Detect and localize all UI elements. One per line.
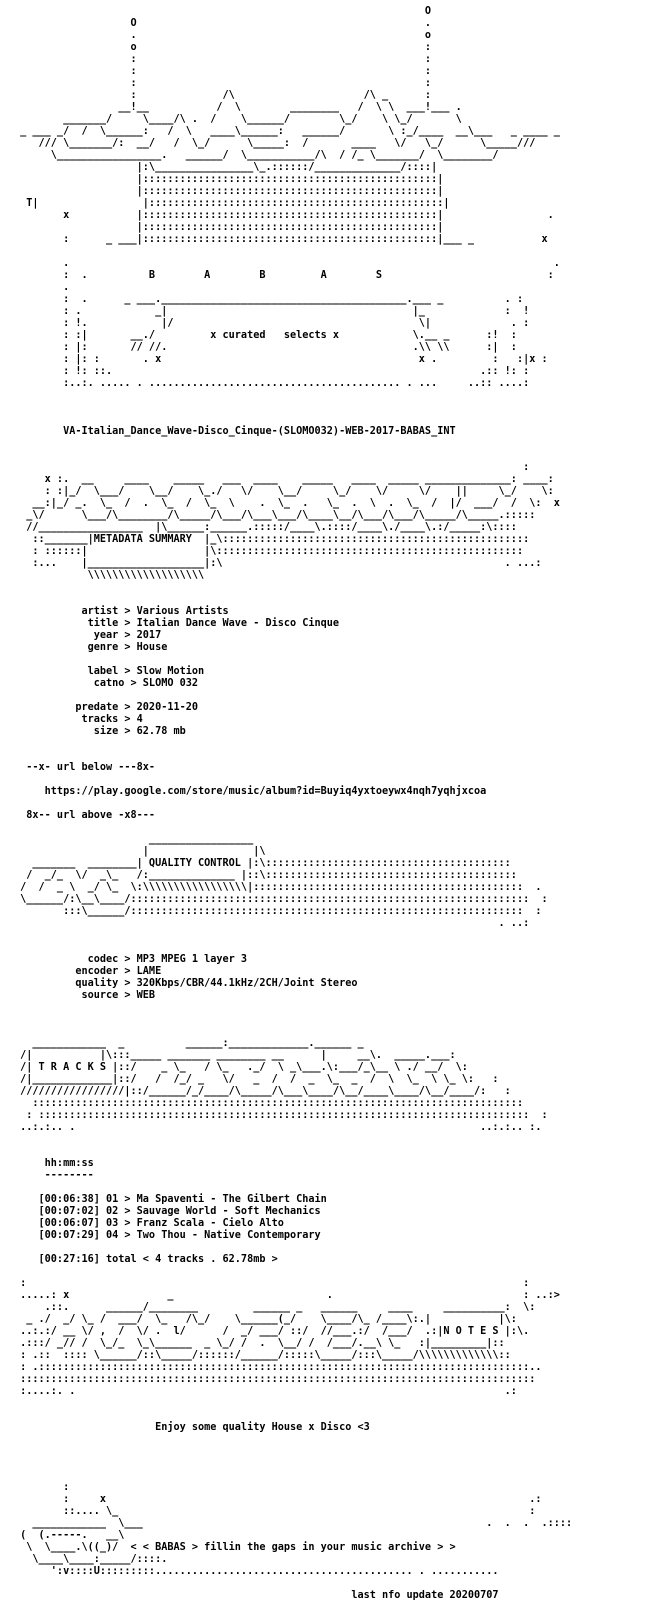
nfo-line: : x .: (14, 1494, 542, 1505)
nfo-line: : . _| |_ : ! (14, 306, 530, 317)
nfo-line: __!__ / \ ________ / \ \ ___!___ . (14, 102, 462, 113)
nfo-line: : (14, 1482, 70, 1493)
nfo-line: : : (14, 54, 432, 65)
nfo-line: hh:mm:ss (14, 1158, 94, 1169)
nfo-line: tracks > 4 (14, 714, 143, 725)
nfo-line: :::::::::::::::::::::::::::::::::::::::::::::::::::::::::::::::::::::::::::::::: (14, 1098, 524, 1109)
nfo-line: .:::/ _// / \_/_ \_\______ _ \_/ / . \__/ / /___/.__\ \_ :|_________|:: (14, 1338, 505, 1349)
nfo-line: . o (14, 30, 432, 41)
nfo-line: predate > 2020-11-20 (14, 702, 199, 713)
nfo-line: |::::::::::::::::::::::::::::::::::::::::::::::::| (14, 222, 444, 233)
nfo-line: ____________ \___ . . . .:::: (14, 1518, 573, 1529)
nfo-line: : :::::::::::::::::::::::::::::::::::::::::::::::::::::::::::::::::::::::::::::::: : (14, 1110, 548, 1121)
nfo-line: ( (.-----. __\ (14, 1530, 536, 1541)
nfo-line: https://play.google.com/store/music/album?id=Buyiq4yxtoeywx4nqh7yqhjxcoa (14, 786, 487, 797)
nfo-line: T| |::::::::::::::::::::::::::::::::::::::::::::::::| (14, 198, 450, 209)
nfo-line: /|_____________|::/ / /_/ _ \/ _ / / _ \_ _ / \ \_ \ \_ \: : (14, 1074, 499, 1085)
nfo-line: : :|_/ \___/ \__/ \_./ \/ \__/ \_/ \/ \/ || \_/ \: (14, 486, 554, 497)
nfo-line: : :| __./ x curated selects x \.__ _ :! : (14, 330, 517, 341)
nfo-line: Enjoy some quality House x Disco <3 (14, 1422, 370, 1433)
nfo-line: x |::::::::::::::::::::::::::::::::::::::::::::::::| . (14, 210, 554, 221)
nfo-line: _________________ (14, 834, 254, 845)
nfo-line: year > 2017 (14, 630, 162, 641)
nfo-line: : !. |/ \| . : (14, 318, 530, 329)
nfo-line: . (14, 282, 70, 293)
nfo-line: |::::::::::::::::::::::::::::::::::::::::::::::::| (14, 174, 444, 185)
nfo-line: /// \_______/: __/ / \_/ \_____: / ____ \/ \_/ \_____/// (14, 138, 542, 149)
nfo-line: _\/ \___/\________/\_____/\___/\___\___/\____\__/\___/\___/\_____/\_____.::::: (14, 510, 536, 521)
nfo-line: ..:.:/ __ \/ , / \/ . l/ / _/ ___/ ::/ //___.:/ /___/ .:|N O T E S |:\. (14, 1326, 530, 1337)
nfo-line: ::.... \_ : (14, 1506, 536, 1517)
nfo-line: 8x-- url above -x8--- (14, 810, 156, 821)
nfo-line: codec > MP3 MPEG 1 layer 3 (14, 954, 248, 965)
nfo-line: . . (14, 258, 560, 269)
nfo-line: //_________________ |\______:______.:::::/____\.::::/____\./____\.:/_____:\:::: (14, 522, 517, 533)
nfo-line: _ ./ _/ \_ / ___/ \_ /\_/ \______(_/ \____/\_ /____\:.| |\: (14, 1314, 517, 1325)
nfo-line: last nfo update 20200707 (14, 1590, 499, 1601)
nfo-line: x :. __ ____ _____ ___ ____ _____ ____ _____ ______________: ____: (14, 474, 554, 485)
nfo-line: label > Slow Motion (14, 666, 205, 677)
nfo-line: \ \____.\((_)/ < < BABAS > fillin the gaps in your music archive > > (14, 1542, 456, 1553)
nfo-line: :....:. . .: (14, 1386, 517, 1397)
nfo-line: quality > 320Kbps/CBR/44.1kHz/2CH/Joint Stereo (14, 978, 358, 989)
nfo-line: [00:27:16] total < 4 tracks . 62.78mb > (14, 1254, 278, 1265)
nfo-line: size > 62.78 mb (14, 726, 186, 737)
nfo-line: [00:07:02] 02 > Sauvage World - Soft Mechanics (14, 1206, 321, 1217)
nfo-line: ____________ _ ______:_____________.______ _ (14, 1038, 364, 1049)
nfo-line: . ..: (14, 918, 530, 929)
nfo-line: / / _ \ _/ \_ \:\\\\\\\\\\\\\\\\\|:::::::::::::::::::::::::::::::::::::::::::: . (14, 882, 542, 893)
nfo-line: :::\______/:::::::::::::::::::::::::::::::::::::::::::::::::::::::::::::::: : (14, 906, 542, 917)
nfo-line: |:\________________\_.::::::/______________/::::| (14, 162, 438, 173)
nfo-line: VA-Italian_Dance_Wave-Disco_Cinque-(SLOMO032)-WEB-2017-BABAS_INT (14, 426, 456, 437)
nfo-line: source > WEB (14, 990, 156, 1001)
nfo-line: : . _ ___.________________________________________.___ _ . : (14, 294, 524, 305)
nfo-line: ::_______|METADATA SUMMARY |_\:::::::::::::::::::::::::::::::::::::::::::::::::: (14, 534, 530, 545)
nfo-line: : _ ___|::::::::::::::::::::::::::::::::::::::::::::::::|___ _ x (14, 234, 548, 245)
nfo-line: .....: x _ . : ..:> (14, 1290, 560, 1301)
nfo-line: : (14, 462, 530, 473)
nfo-line: encoder > LAME (14, 966, 162, 977)
nfo-line: genre > House (14, 642, 168, 653)
nfo-line: : /\ /\ _ : (14, 90, 432, 101)
nfo-line: /| T R A C K S |::/ _ \_ / \_ ._/ \ _\___.\:___/_\__ \ ./ __/ \: (14, 1062, 468, 1073)
nfo-line: .::. ______/________ ______ _ ______ ____ __________: \: (14, 1302, 536, 1313)
nfo-line: :... |___________________|:\ . ...: (14, 558, 542, 569)
nfo-line: --x- url below ---8x- (14, 762, 156, 773)
nfo-line: : : (14, 78, 432, 89)
nfo-line: : : (14, 66, 432, 77)
nfo-line: : . B A B A S : (14, 270, 554, 281)
nfo-line: : : (14, 1278, 530, 1289)
nfo-line: / _/_ \/ _\_ /:______________ |::\::::::::::::::::::::::::::::::::::::::::: (14, 870, 517, 881)
nfo-line: [00:06:07] 03 > Franz Scala - Cielo Alto (14, 1218, 284, 1229)
nfo-line: artist > Various Artists (14, 606, 229, 617)
nfo-line: catno > SLOMO 032 (14, 678, 199, 689)
nfo-line: : |: : . x x . : :|x : (14, 354, 548, 365)
nfo-line: \\\\\\\\\\\\\\\\\\\ (14, 570, 205, 581)
nfo-line: __:|_/ _. \_ / . \_ / \_ \ . \_ . \_ . \ . \_ / |/ ___/ / \: x (14, 498, 560, 509)
nfo-line: | |\ (14, 846, 266, 857)
nfo-line: \____\____:_____/::::. (14, 1554, 168, 1565)
nfo-line: O (14, 6, 432, 17)
nfo-line: ':v::::U:::::::::.......................................... . ........... (14, 1566, 499, 1577)
nfo-line: _ ___ _/ / \______: / \ ____\______: ______/ \ :_/____ __\___ _ ____ _ (14, 126, 560, 137)
nfo-line: _______ ________| QUALITY CONTROL |:\:::::::::::::::::::::::::::::::::::::::: (14, 858, 511, 869)
nfo-line: |::::::::::::::::::::::::::::::::::::::::::::::::| (14, 186, 444, 197)
nfo-line: title > Italian Dance Wave - Disco Cinque (14, 618, 340, 629)
nfo-line: ..:.:.. . ..:.:.. :. (14, 1122, 542, 1133)
nfo-line: [00:07:29] 04 > Two Thou - Native Contemporary (14, 1230, 321, 1241)
nfo-line: [00:06:38] 01 > Ma Spaventi - The Gilbert Chain (14, 1194, 327, 1205)
nfo-line: /////////////////|::/______/_/____/\_____/\___\____/\__/____\____/\__/____/: : (14, 1086, 511, 1097)
nfo-line: : .:: :::: \______/::\_____/::::::/______/:::::\_____/:::\_____/\\\\\\\\\\\\\:: (14, 1350, 511, 1361)
nfo-line: : !: ::. .:: !: : (14, 366, 530, 377)
nfo-line: \______/:\__\____/::::::::::::::::::::::::::::::::::::::::::::::::::::::::::::::::: : (14, 894, 548, 905)
nfo-line: /| |\:::_____ _______ ________ __ | __\. _____.___: (14, 1050, 456, 1061)
nfo-line: O . (14, 18, 432, 29)
nfo-line: :..:. ..... . ......................................... . ... ..:: ....: (14, 378, 530, 389)
nfo-line: \_________________. ______/ \___________/\ / /_ \_______/ \________/ (14, 150, 511, 161)
nfo-line: :::::::::::::::::::::::::::::::::::::::::::::::::::::::::::::::::::::::::::::::::::: (14, 1374, 536, 1385)
nfo-line: _______/ \____/\ . / \______/ \_/ \ \_/ \ (14, 114, 462, 125)
nfo-line: : ::::::| |\:::::::::::::::::::::::::::::::::::::::::::::::::: (14, 546, 524, 557)
nfo-line: o : (14, 42, 432, 53)
nfo-line: : .::::::::::::::::::::::::::::::::::::::::::::::::::::::::::::::::::::::::::::::::.. (14, 1362, 542, 1373)
nfo-line: -------- (14, 1170, 94, 1181)
nfo-line: : |: // //. .\\ \\ :| : (14, 342, 517, 353)
